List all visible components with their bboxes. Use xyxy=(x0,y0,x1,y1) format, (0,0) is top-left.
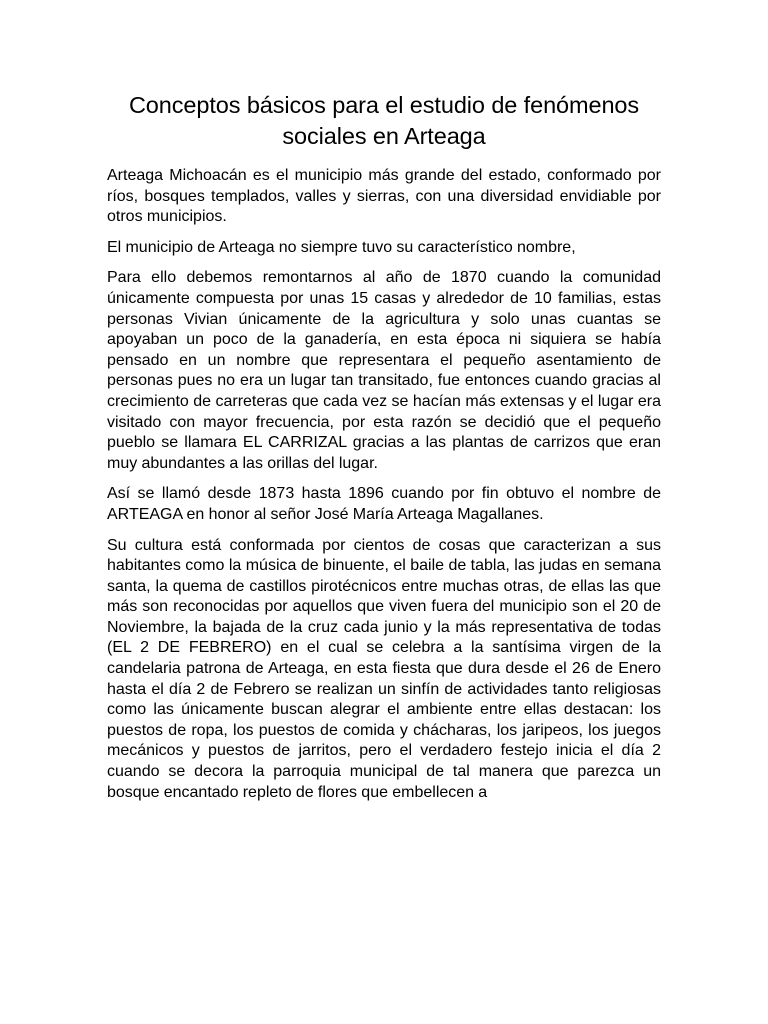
paragraph-name-origin: El municipio de Arteaga no siempre tuvo su característico nombre, xyxy=(107,238,576,256)
paragraph-culture: Su cultura está conformada por cientos de cosas que caracterizan a sus habitantes como la música de binuente, el baile de tabla, las judas en semana santa, la quema de castillos pirotécnicos entre muchas otras, de ellas las que más son reconocidas por aquellos que viven fuera del municipio son el 20 de Noviembre, la bajada de la cruz cada junio y la más representativa de todas (EL 2 DE FEBRERO) en el cual se celebra a la santísima virgen de la candelaria patrona de Arteaga, en esta fiesta que dura desde el 26 de Enero hasta el día 2 de Febrero se realizan un sinfín de actividades tanto religiosas como las únicamente buscan alegrar el ambiente entre ellas destacan: los puestos de ropa, los puestos de comida y chácharas, los jaripeos, los juegos mecánicos y puestos de jarritos, pero el verdadero festejo inicia el día 2 cuando se decora la parroquia municipal de tal manera que parezca un bosque encantado repleto de flores que embellecen a xyxy=(107,536,661,801)
paragraph-history: Para ello debemos remontarnos al año de 1870 cuando la comunidad únicamente compuesta por unas 15 casas y alrededor de 10 familias, estas personas Vivian únicamente de la agricultura y solo unas cuantas se apoyaban un poco de la ganadería, en esta época ni siquiera se había pensado en un nombre que representara el pequeño asentamiento de personas pues no era un lugar tan transitado, fue entonces cuando gracias al crecimiento de carreteras que cada vez se hacían más extensas y el lugar era visitado con mayor frecuencia, por esta razón se decidió que el pequeño pueblo se llamara EL CARRIZAL gracias a las plantas de carrizos que eran muy abundantes a las orillas del lugar. xyxy=(107,269,661,472)
paragraph-naming: Así se llamó desde 1873 hasta 1896 cuando por fin obtuvo el nombre de ARTEAGA en honor al señor José María Arteaga Magallanes. xyxy=(107,485,661,523)
document-page xyxy=(107,90,661,803)
document-title: Conceptos básicos para el estudio de fenómenos sociales en Arteaga xyxy=(128,92,640,149)
paragraph-intro: Arteaga Michoacán es el municipio más grande del estado, conformado por ríos, bosques templados, valles y sierras, con una diversidad envidiable por otros municipios. xyxy=(107,167,661,226)
